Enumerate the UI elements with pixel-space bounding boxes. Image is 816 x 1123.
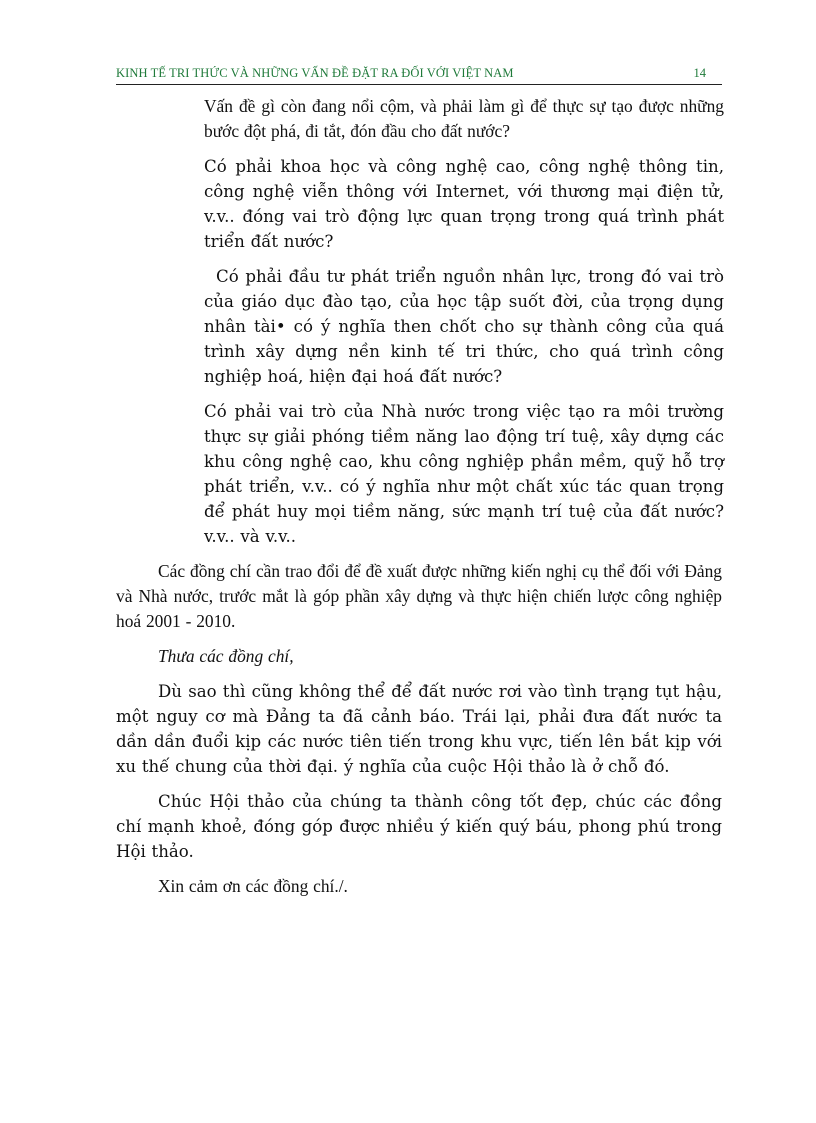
question-paragraph: Vấn đề gì còn đang nổi cộm, và phải làm gì để thực sự tạo được những bước đột phá, đi tắt, đón đầu cho đất nước? xyxy=(204,96,724,141)
page-body xyxy=(116,94,722,909)
running-header-title: KINH TẾ TRI THỨC VÀ NHỮNG VẤN ĐỀ ĐẶT RA ĐỐI VỚI VIỆT NAM xyxy=(116,66,514,80)
question-paragraph: Có phải vai trò của Nhà nước trong việc tạo ra môi trường thực sự giải phóng tiềm năng lao động trí tuệ, xây dựng các khu công nghệ cao, khu công nghiệp phần mềm, quỹ hỗ trợ phát triển, v.v.. có ý nghĩa như một chất xúc tác quan trọng để phát huy mọi tiềm năng, sức mạnh trí tuệ của đất nước? v.v.. và v.v.. xyxy=(204,402,724,546)
wishes-paragraph: Chúc Hội thảo của chúng ta thành công tốt đẹp, chúc các đồng chí mạnh khoẻ, đóng góp được nhiều ý kiến quý báu, phong phú trong Hội thảo. xyxy=(116,792,722,861)
question-paragraph: Có phải khoa học và công nghệ cao, công nghệ thông tin, công nghệ viễn thông với Internet, với thương mại điện tử, v.v.. đóng vai trò động lực quan trọng trong quá trình phát triển đất nước? xyxy=(204,157,724,251)
warning-paragraph: Dù sao thì cũng không thể để đất nước rơi vào tình trạng tụt hậu, một nguy cơ mà Đảng ta đã cảnh báo. Trái lại, phải đưa đất nước ta dần dần đuổi kịp các nước tiên tiến trong khu vực, tiến lên bắt kịp với xu thế chung của thời đại. ý nghĩa của cuộc Hội thảo là ở chỗ đó. xyxy=(116,682,722,776)
running-header xyxy=(116,62,722,84)
greeting-line: Thưa các đồng chí, xyxy=(158,646,294,666)
recommendation-paragraph: Các đồng chí cần trao đổi để đề xuất được những kiến nghị cụ thể đối với Đảng và Nhà nước, trước mắt là góp phần xây dựng và thực hiện chiến lược công nghiệp hoá 2001 - 2010. xyxy=(116,561,722,631)
header-divider xyxy=(116,84,722,85)
question-paragraph: Có phải đầu tư phát triển nguồn nhân lực, trong đó vai trò của giáo dục đào tạo, của học tập suốt đời, của trọng dụng nhân tài• có ý nghĩa then chốt cho sự thành công của quá trình xây dựng nền kinh tế tri thức, cho quá trình công nghiệp hoá, hiện đại hoá đất nước? xyxy=(204,267,724,386)
closing-line: Xin cảm ơn các đồng chí./. xyxy=(158,876,348,896)
page-number: 14 xyxy=(693,66,706,80)
